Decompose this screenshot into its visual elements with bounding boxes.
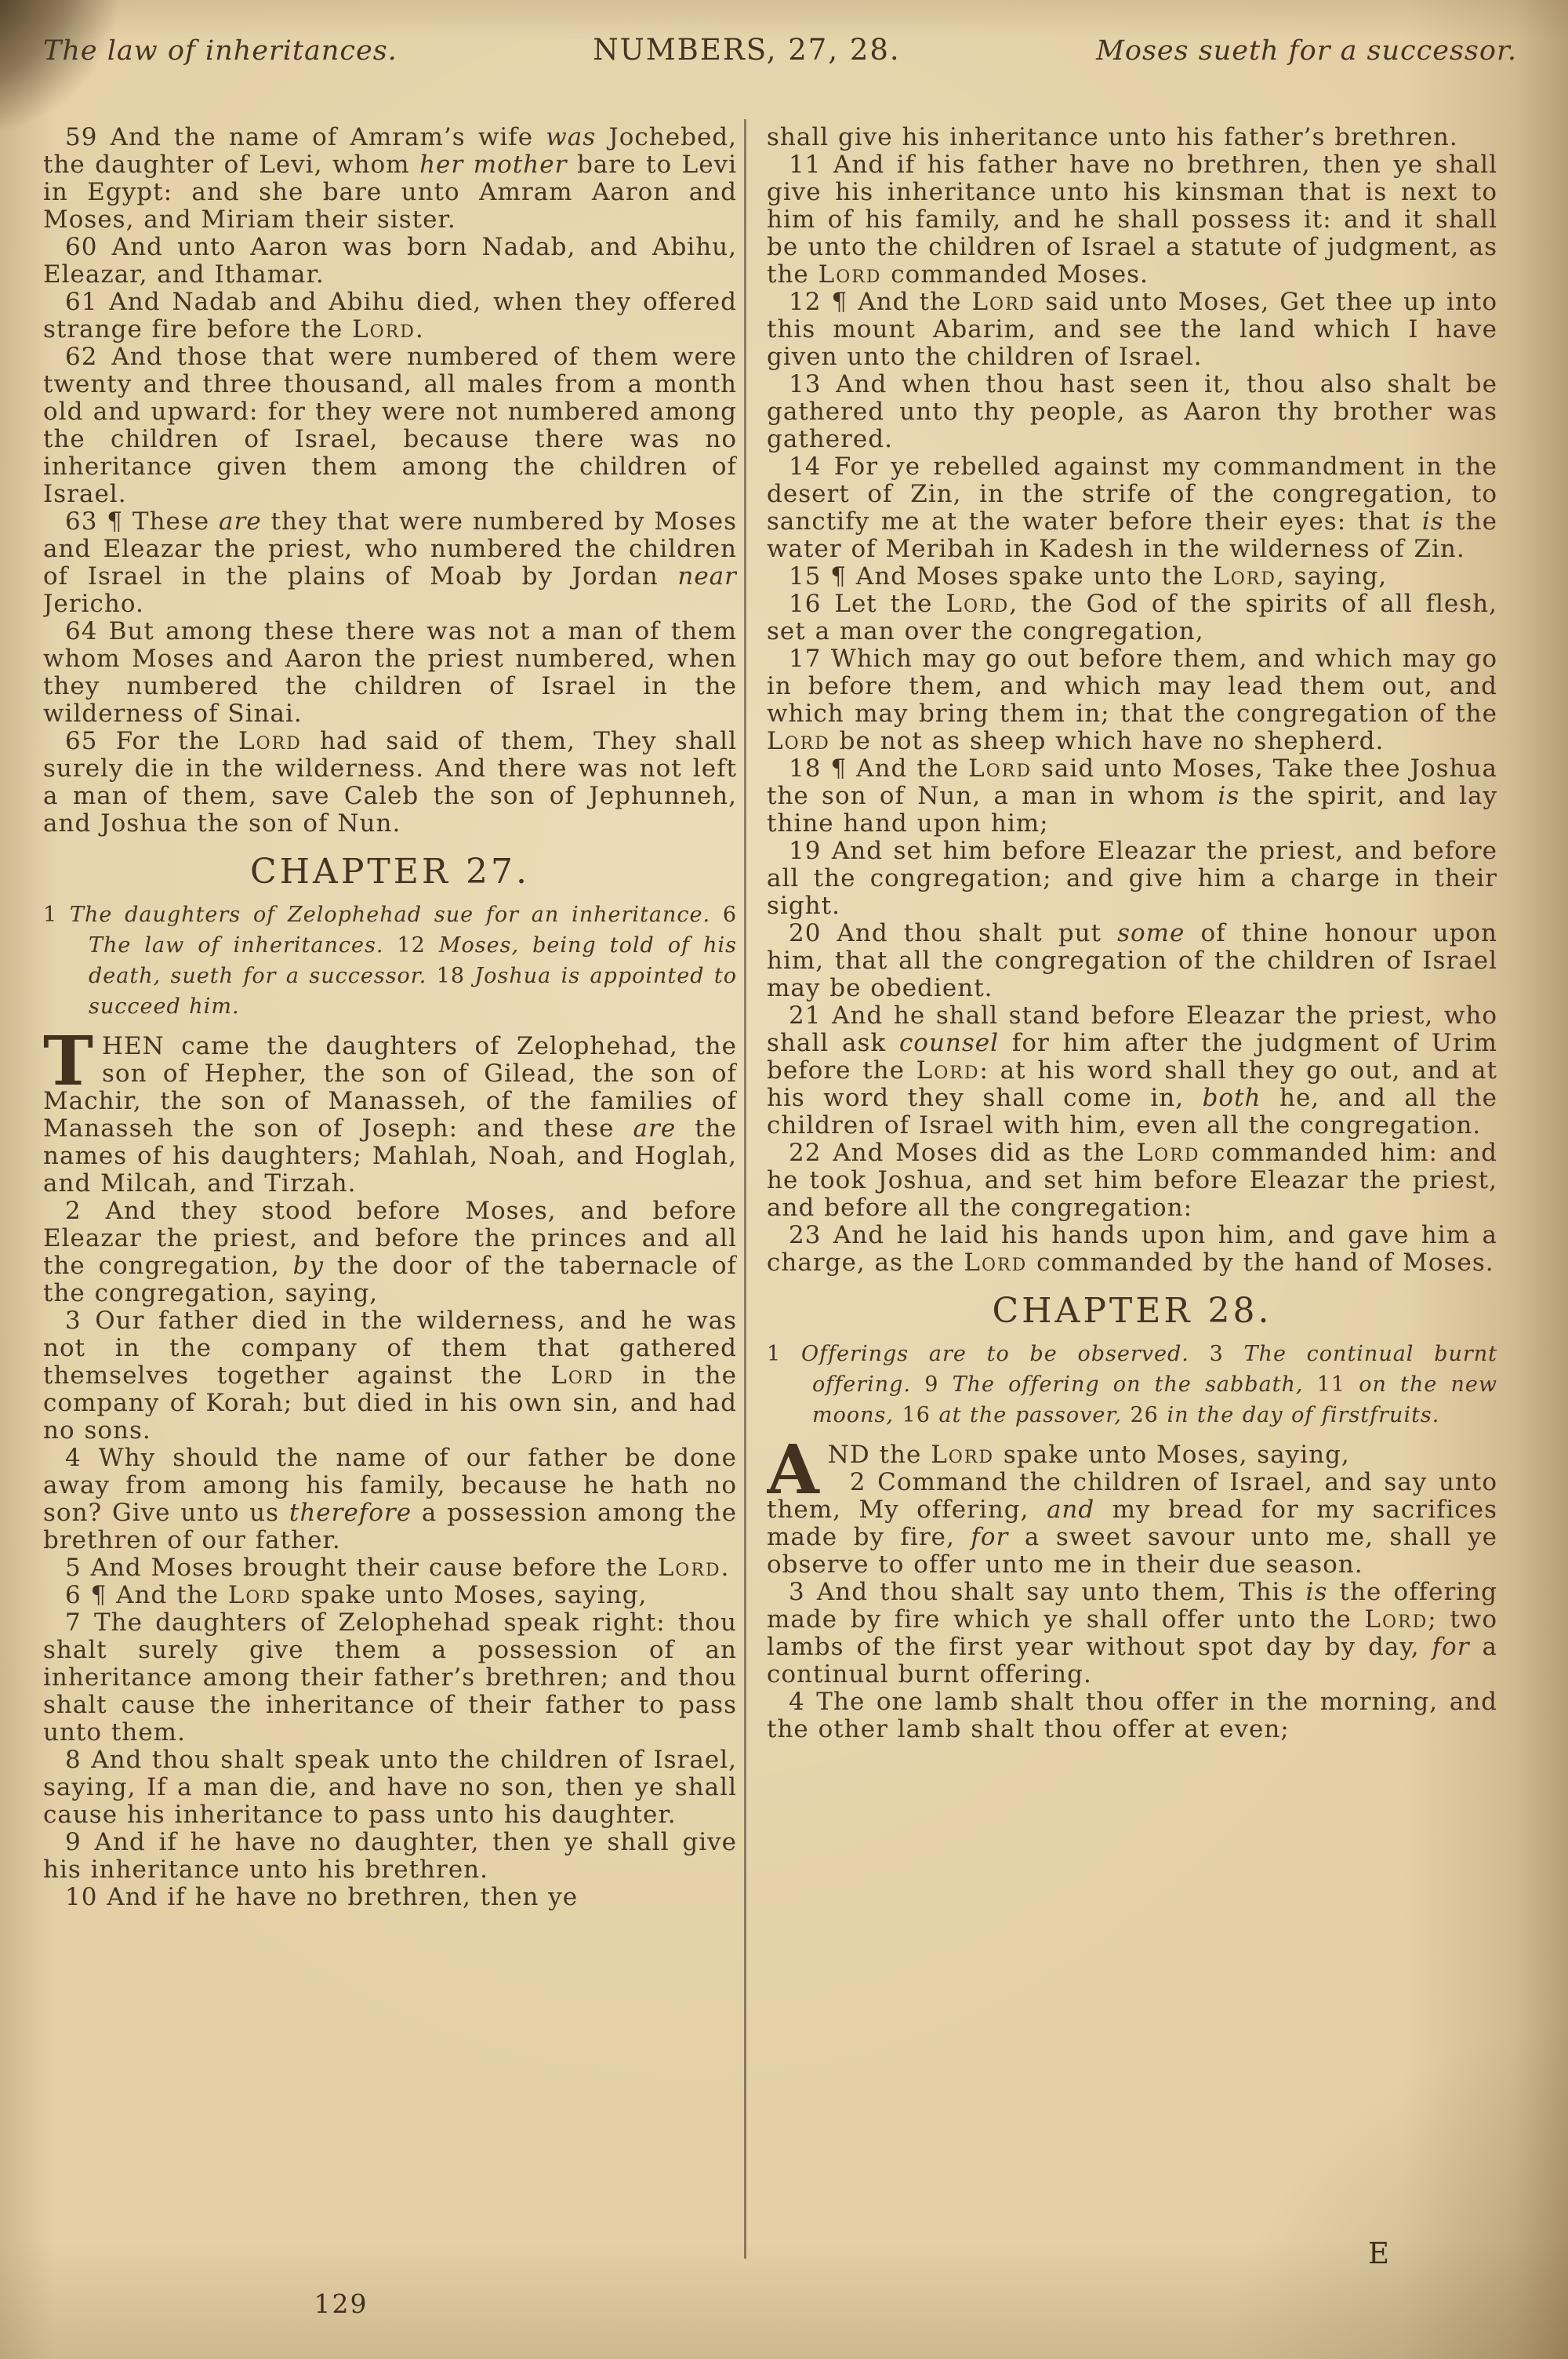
small-caps-word: Lord (227, 1581, 292, 1609)
verse-paragraph: 22 And Moses did as the Lord commanded him: and he took Joshua, and set him before Eleazar the priest, and before all the congregation: (767, 1139, 1497, 1222)
small-caps-word: Lord (946, 590, 1010, 618)
verse-paragraph: 19 And set him before Eleazar the priest, and before all the congregation; and give him a charge in their sight. (767, 837, 1497, 920)
chapter-heading: CHAPTER 27. (250, 852, 530, 892)
verse-paragraph: 11 And if his father have no brethren, then ye shall give his inheritance unto his kinsman that is next to him of his family, and he shall possess it: and it shall be unto the children of Israel a statute of judgment, as the Lord commanded Moses. (767, 151, 1497, 289)
small-caps-word: Lord (971, 288, 1036, 316)
small-caps-word: Lord (550, 1361, 615, 1390)
verse-paragraph: 61 And Nadab and Abihu died, when they offered strange fire before the Lord. (43, 288, 737, 343)
italic-word: is (1305, 1578, 1328, 1606)
italic-word: and (1046, 1496, 1095, 1524)
left-text-column (43, 124, 737, 2281)
verse-paragraph: 60 And unto Aaron was born Nadab, and Abihu, Eleazar, and Ithamar. (43, 233, 737, 289)
italic-word: by (292, 1252, 325, 1280)
verse-paragraph: 9 And if he have no daughter, then ye shall give his inheritance unto his brethren. (43, 1828, 737, 1884)
small-caps-word: Lord (657, 1554, 721, 1582)
verse-continuation: shall give his inheritance unto his father’s brethren. (767, 124, 1458, 151)
verse-paragraph: 62 And those that were numbered of them were twenty and three thousand, all males from a month old and upward: for they were not numbered among the children of Israel, because there was no inheritance given them among the children of Israel. (43, 343, 737, 508)
small-caps-word: Lord (238, 727, 302, 755)
italic-word: The daughters of Zelophehad sue for an inheritance. (69, 903, 711, 927)
chapter-summary: 1 Offerings are to be observed. 3 The continual burnt offering. 9 The offering on the sabbath, 11 on the new moons, 16 at the passover, 26 in the day of firstfruits. (767, 1342, 1497, 1427)
small-caps-word: Lord (968, 754, 1032, 783)
italic-word: is (1421, 507, 1444, 536)
verse-paragraph: 15 ¶ And Moses spake unto the Lord, saying, (789, 562, 1388, 591)
verse-paragraph: 17 Which may go out before them, and which may go in before them, and which may lead them out, and which may bring them in; that the congregation of the Lord be not as sheep which have no shepherd. (767, 645, 1497, 755)
chapter-summary: 1 The daughters of Zelophehad sue for an inheritance. 6 The law of inheritances. 12 Moses, being told of his death, sueth for a successor. 18 Joshua is appointed to succeed him. (43, 903, 737, 1019)
verse-paragraph: 65 For the Lord had said of them, They shall surely die in the wilderness. And there was not left a man of them, save Caleb the son of Jephunneh, and Joshua the son of Nun. (43, 727, 737, 838)
verse-paragraph: 2 And they stood before Moses, and before Eleazar the priest, and before the princes and all the congregation, by the door of the tabernacle of the congregation, saying, (43, 1197, 737, 1307)
verse-paragraph: 13 And when thou hast seen it, thou also shalt be gathered unto thy people, as Aaron thy brother was gathered. (767, 370, 1497, 453)
chapter-heading: CHAPTER 28. (992, 1291, 1272, 1331)
italic-word: Moses, being told of his death, sueth for a successor. (89, 933, 737, 988)
verse-paragraph: 7 The daughters of Zelophehad speak right: thou shalt surely give them a possession of an inheritance among their father’s brethren; and thou shalt cause the inheritance of their father to pass unto them. (43, 1608, 737, 1747)
verse-paragraph: 64 But among these there was not a man of them whom Moses and Aaron the priest numbered, when they numbered the children of Israel in the wilderness of Sinai. (43, 617, 737, 728)
right-text-column (767, 124, 1497, 2281)
running-header-right: Moses sueth for a successor. (1096, 35, 1517, 67)
italic-word: therefore (289, 1499, 412, 1527)
italic-word: on the new moons, (812, 1372, 1497, 1427)
verse-paragraph: 3 And thou shalt say unto them, This is the offering made by fire which ye shall offer unto the Lord; two lambs of the first year without spot day by day, for a continual burnt offering. (767, 1578, 1497, 1688)
running-header (43, 33, 1517, 67)
verse-paragraph: 10 And if he have no brethren, then ye (65, 1883, 579, 1911)
italic-word: both (1202, 1084, 1261, 1112)
small-caps-word: Lord (352, 315, 416, 343)
italic-word: Joshua is appointed to succeed him. (89, 964, 737, 1019)
verse-paragraph: 5 And Moses brought their cause before the Lord. (65, 1554, 730, 1582)
verse-paragraph: 4 The one lamb shalt thou offer in the morning, and the other lamb shalt thou offer at even; (767, 1688, 1497, 1743)
italic-word: at the passover, (938, 1403, 1122, 1427)
italic-word: is (1218, 782, 1240, 810)
italic-word: for (1432, 1633, 1470, 1661)
italic-word: counsel (898, 1029, 1000, 1057)
verse-paragraph: 21 And he shall stand before Eleazar the priest, who shall ask counsel for him after the judgment of Urim before the Lord: at his word shall they go out, and at his word they shall come in, both he, and all the children of Israel with him, even all the congregation. (767, 1001, 1497, 1140)
italic-word: The law of inheritances. (89, 933, 384, 958)
verse-paragraph: 6 ¶ And the Lord spake unto Moses, saying, (65, 1581, 648, 1609)
italic-word: The offering on the sabbath, (952, 1372, 1304, 1397)
verse-paragraph: 18 ¶ And the Lord said unto Moses, Take thee Joshua the son of Nun, a man in whom is the spirit, and lay thine hand upon him; (767, 754, 1497, 838)
verse-paragraph: AND the Lord spake unto Moses, saying, (767, 1430, 1350, 1510)
small-caps-word: Lord (1213, 562, 1276, 591)
verse-paragraph: 16 Let the Lord, the God of the spirits of all flesh, set a man over the congregation, (767, 590, 1497, 645)
small-caps-word: Lord (818, 260, 882, 289)
printers-signature: E (1368, 2237, 1390, 2270)
italic-word: are (633, 1114, 677, 1143)
italic-word: for (971, 1523, 1009, 1551)
small-caps-word: Lord (964, 1249, 1028, 1277)
verse-paragraph: 23 And he laid his hands upon him, and gave him a charge, as the Lord commanded by the hand of Moses. (767, 1221, 1497, 1277)
italic-word: The continual burnt offering. (812, 1342, 1497, 1397)
italic-word: her mother (419, 151, 568, 179)
page-number: 129 (314, 2288, 368, 2319)
verse-paragraph: 8 And thou shalt speak unto the children of Israel, saying, If a man die, and have no son, then ye shall cause his inheritance to pass unto his daughter. (43, 1746, 737, 1829)
verse-paragraph: 63 ¶ These are they that were numbered by Moses and Eleazar the priest, who numbered the children of Israel in the plains of Moab by Jordan near Jericho. (43, 507, 737, 618)
small-caps-word: Lord (916, 1056, 980, 1085)
verse-paragraph: 2 Command the children of Israel, and say unto them, My offering, and my bread for my sacrifices made by fire, for a sweet savour unto me, shall ye observe to offer unto me in their due season. (767, 1468, 1497, 1579)
column-divider-rule (744, 119, 746, 2259)
verse-paragraph: 20 And thou shalt put some of thine honour upon him, that all the congregation of the children of Israel may be obedient. (767, 919, 1497, 1002)
italic-word: are (219, 507, 262, 536)
verse-paragraph: 59 And the name of Amram’s wife was Jochebed, the daughter of Levi, whom her mother bare to Levi in Egypt: and she bare unto Amram Aaron and Moses, and Miriam their sister. (43, 124, 737, 234)
verse-paragraph: 3 Our father died in the wilderness, and he was not in the company of them that gathered themselves together against the Lord in the company of Korah; but died in his own sin, and had no sons. (43, 1307, 737, 1445)
small-caps-word: Lord (1364, 1605, 1428, 1634)
small-caps-word: Lord (1136, 1139, 1200, 1167)
italic-word: near (677, 562, 737, 591)
italic-word: some (1117, 919, 1185, 947)
small-caps-word: Lord (767, 727, 830, 755)
drop-cap-letter: A (767, 1430, 820, 1510)
running-header-left: The law of inheritances. (43, 35, 397, 67)
running-header-center: NUMBERS, 27, 28. (593, 33, 901, 67)
verse-paragraph: THEN came the daughters of Zelophehad, the son of Hepher, the son of Gilead, the son of Machir, the son of Manasseh, of the families of Manasseh the son of Joseph: and these are the names of his daughters; Mahlah, Noah, and Hoglah, and Milcah, and Tirzah. (43, 1022, 737, 1198)
italic-word: Offerings are to be observed. (800, 1342, 1189, 1366)
verse-paragraph: 14 For ye rebelled against my commandment in the desert of Zin, in the strife of the congregation, to sanctify me at the water before their eyes: that is the water of Meribah in Kadesh in the wilderness of Zin. (767, 453, 1497, 563)
verse-paragraph: 12 ¶ And the Lord said unto Moses, Get thee up into this mount Abarim, and see the land which I have given unto the children of Israel. (767, 288, 1497, 371)
small-caps-word: Lord (931, 1441, 995, 1469)
verse-paragraph: 4 Why should the name of our father be done away from among his family, because he hath no son? Give unto us therefore a possession among the brethren of our father. (43, 1444, 737, 1554)
italic-word: in the day of firstfruits. (1167, 1403, 1440, 1427)
italic-word: was (546, 124, 597, 151)
drop-cap-letter: T (43, 1022, 94, 1101)
